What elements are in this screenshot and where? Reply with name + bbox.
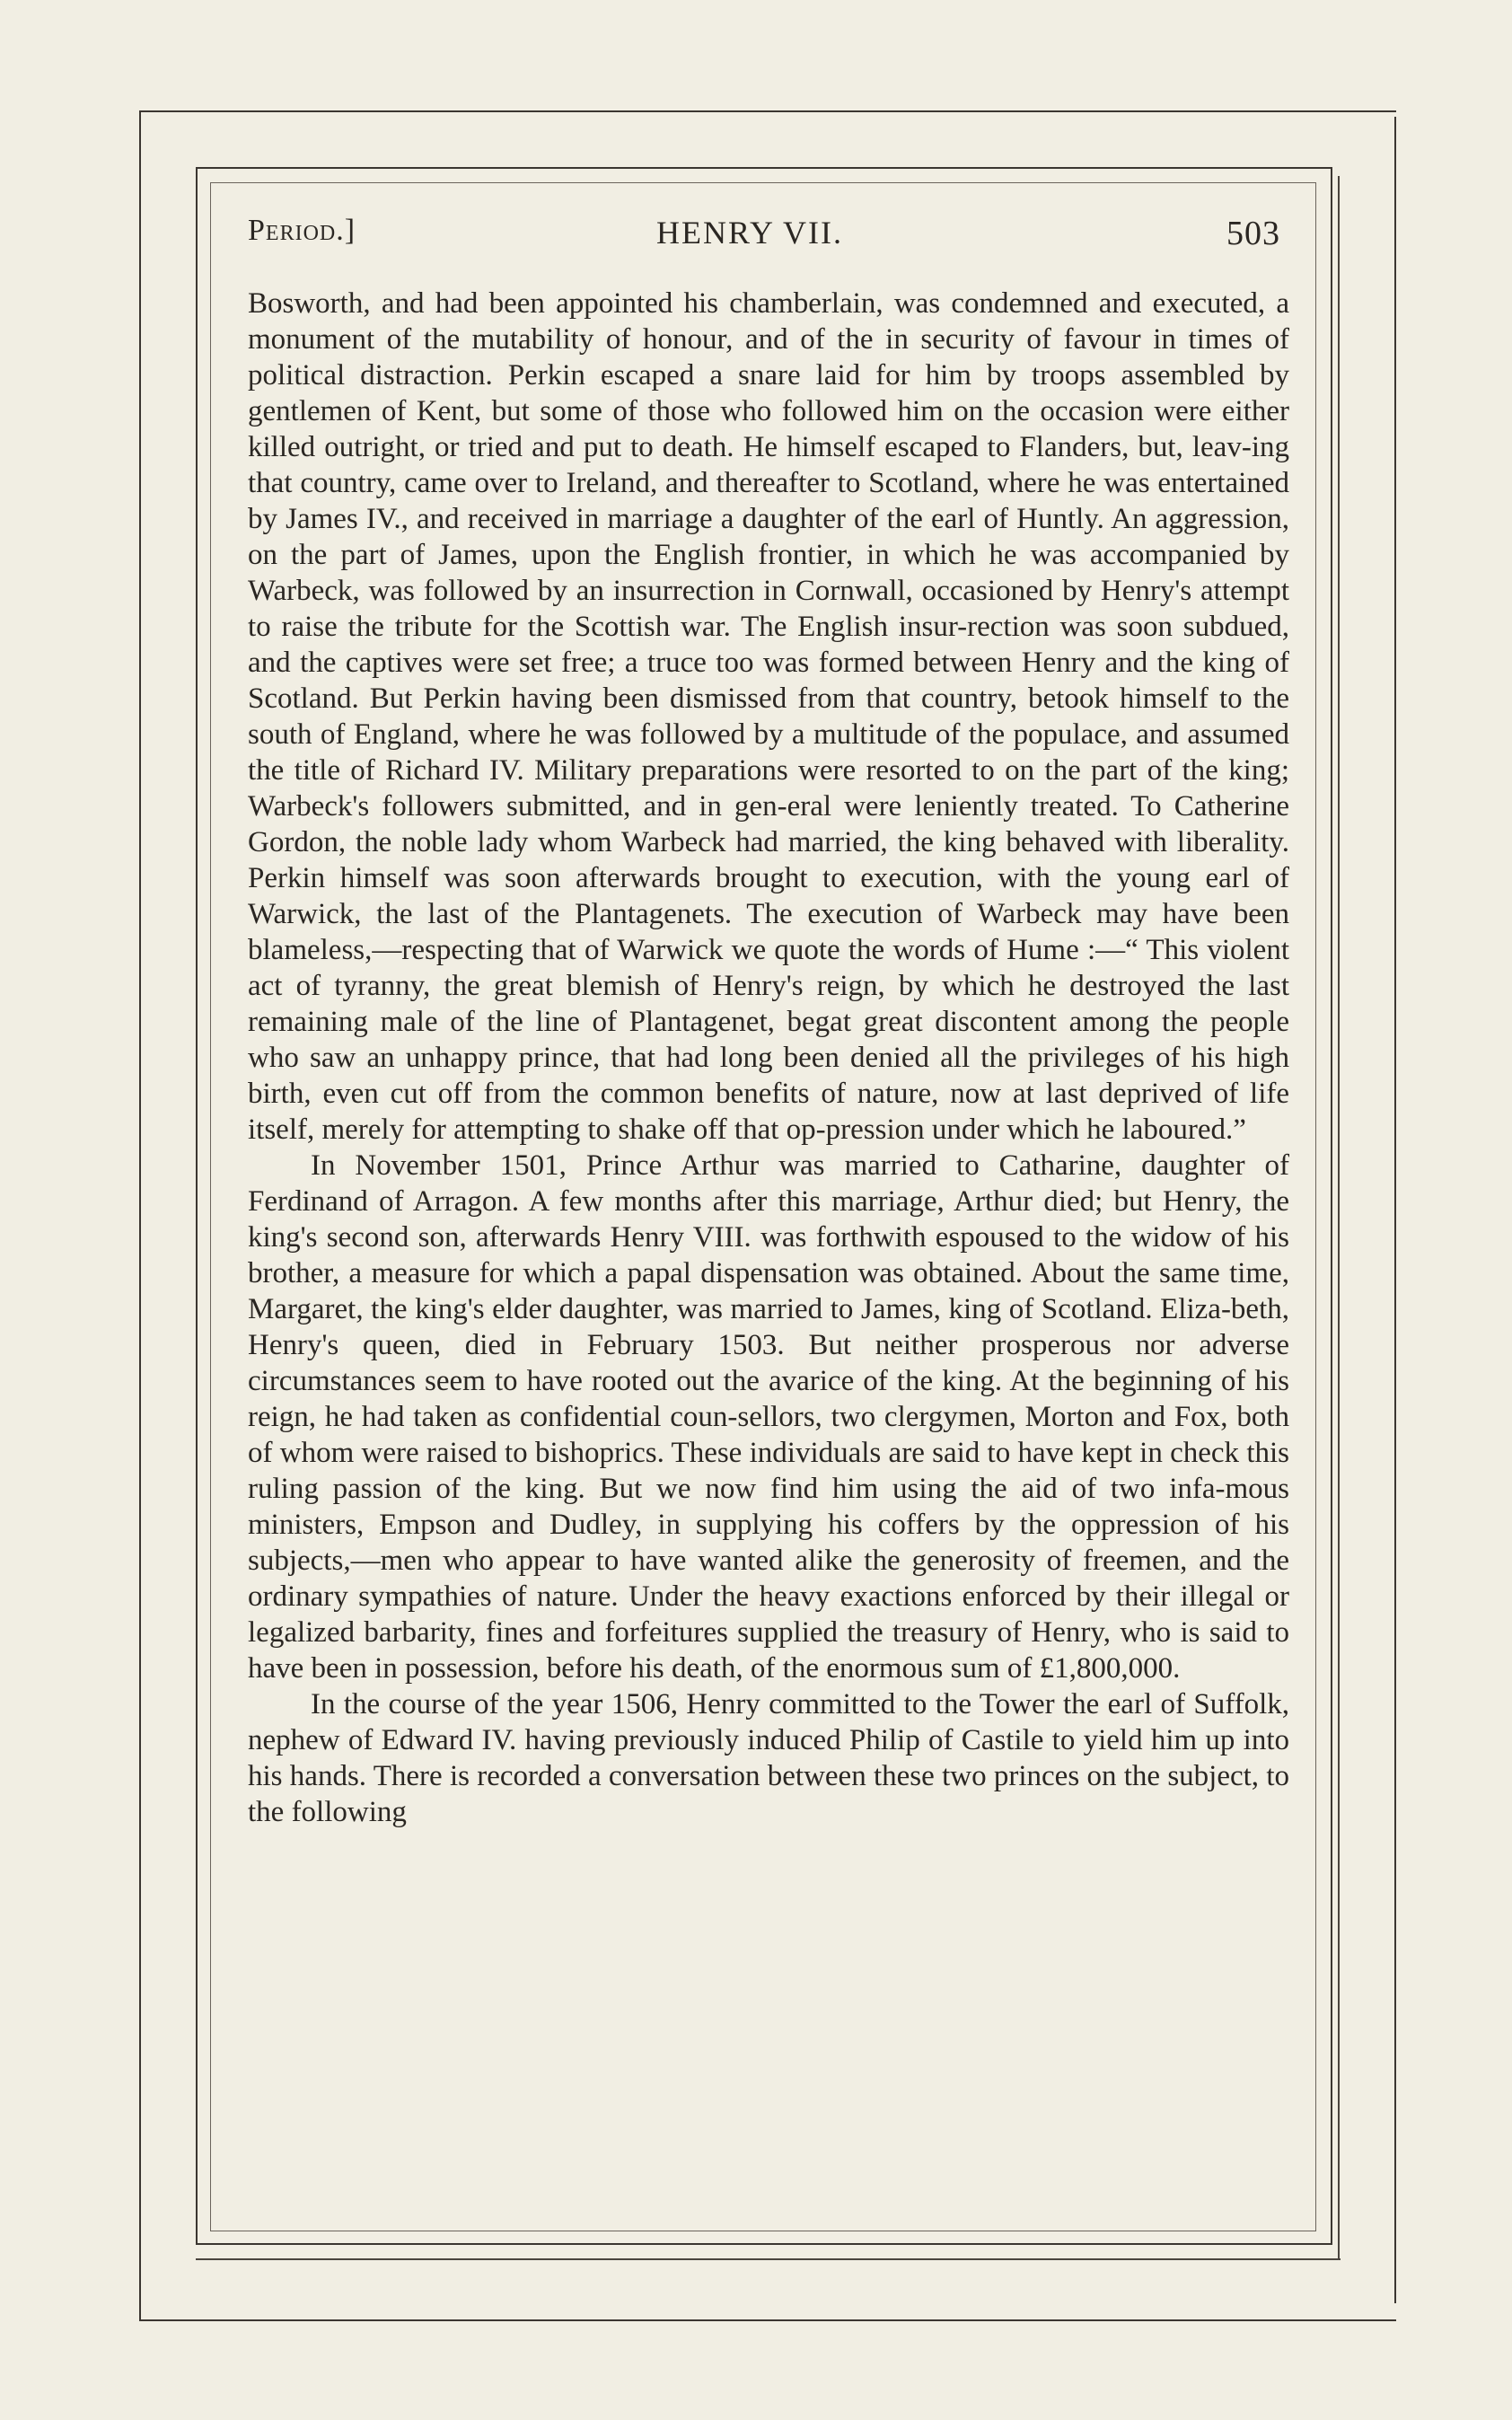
- page-side-rule: [1338, 176, 1340, 2259]
- body-text: [248, 286, 1289, 1830]
- paragraph-3: In the course of the year 1506, Henry committed to the Tower the earl of Suffolk, nephew of Edward IV. having previously induced Philip of Castile to yield him up into his hands. There is recorded a conversation between these two princes on the subject, to the following: [248, 1688, 1289, 1828]
- outer-frame-right-rule: [1394, 117, 1396, 2303]
- outer-frame-bottom-rule: [139, 2319, 1396, 2321]
- paragraph-1: Bosworth, and had been appointed his chamberlain, was condemned and executed, a monument of the mutability of honour, and of the in security of favour in times of political distraction. Perkin escaped a snare laid for him by troops assembled by gentlemen of Kent, but some of those who followed him on the occasion were either killed outright, or tried and put to death. He himself escaped to Flanders, but, leav-ing that country, came over to Ireland, and thereafter to Scotland, where he was entertained by James IV., and received in marriage a daughter of the earl of Huntly. An aggression, on the part of James, upon the English frontier, in which he was accompanied by Warbeck, was followed by an insurrection in Cornwall, occasioned by Henry's attempt to raise the tribute for the Scottish war. The English insur-rection was soon subdued, and the captives were set free; a truce too was formed between Henry and the king of Scotland. But Perkin having been dismissed from that country, betook himself to the south of England, where he was followed by a multitude of the populace, and assumed the title of Richard IV. Military preparations were resorted to on the part of the king; Warbeck's followers submitted, and in gen-eral were leniently treated. To Catherine Gordon, the noble lady whom Warbeck had married, the king behaved with liberality. Perkin himself was soon afterwards brought to execution, with the young earl of Warwick, the last of the Plantagenets. The execution of Warbeck may have been blameless,—respecting that of Warwick we quote the words of Hume :—“ This violent act of tyranny, the great blemish of Henry's reign, by which he destroyed the last remaining male of the line of Plantagenet, begat great discontent among the people who saw an unhappy prince, that had long been denied all the privileges of his high birth, even cut off from the common benefits of nature, now at last deprived of life itself, merely for attempting to shake off that op-pression under which he laboured.”: [248, 287, 1289, 1146]
- running-head: [248, 214, 1280, 259]
- running-head-title: HENRY VII.: [656, 215, 843, 251]
- page-number: 503: [1226, 215, 1280, 252]
- running-head-section: Period.]: [248, 214, 356, 247]
- paragraph-2: In November 1501, Prince Arthur was married to Catharine, daughter of Ferdinand of Arragon. A few months after this marriage, Arthur died; but Henry, the king's second son, afterwards Henry VIII. was forthwith espoused to the widow of his brother, a measure for which a papal dispensation was obtained. About the same time, Margaret, the king's elder daughter, was married to James, king of Scotland. Eliza-beth, Henry's queen, died in February 1503. But neither prosperous nor adverse circumstances seem to have rooted out the avarice of the king. At the beginning of his reign, he had taken as confidential coun-sellors, two clergymen, Morton and Fox, both of whom were raised to bishoprics. These individuals are said to have kept in check this ruling passion of the king. But we now find him using the aid of two infa-mous ministers, Empson and Dudley, in supplying his coffers by the oppression of his subjects,—men who appear to have wanted alike the generosity of freemen, and the ordinary sympathies of nature. Under the heavy exactions enforced by their illegal or legalized barbarity, fines and forfeitures supplied the treasury of Henry, who is said to have been in possession, before his death, of the enormous sum of £1,800,000.: [248, 1149, 1289, 1685]
- outer-frame-left-rule: [139, 110, 141, 2319]
- page-bottom-rule: [196, 2258, 1341, 2260]
- outer-frame-top-rule: [139, 110, 1396, 112]
